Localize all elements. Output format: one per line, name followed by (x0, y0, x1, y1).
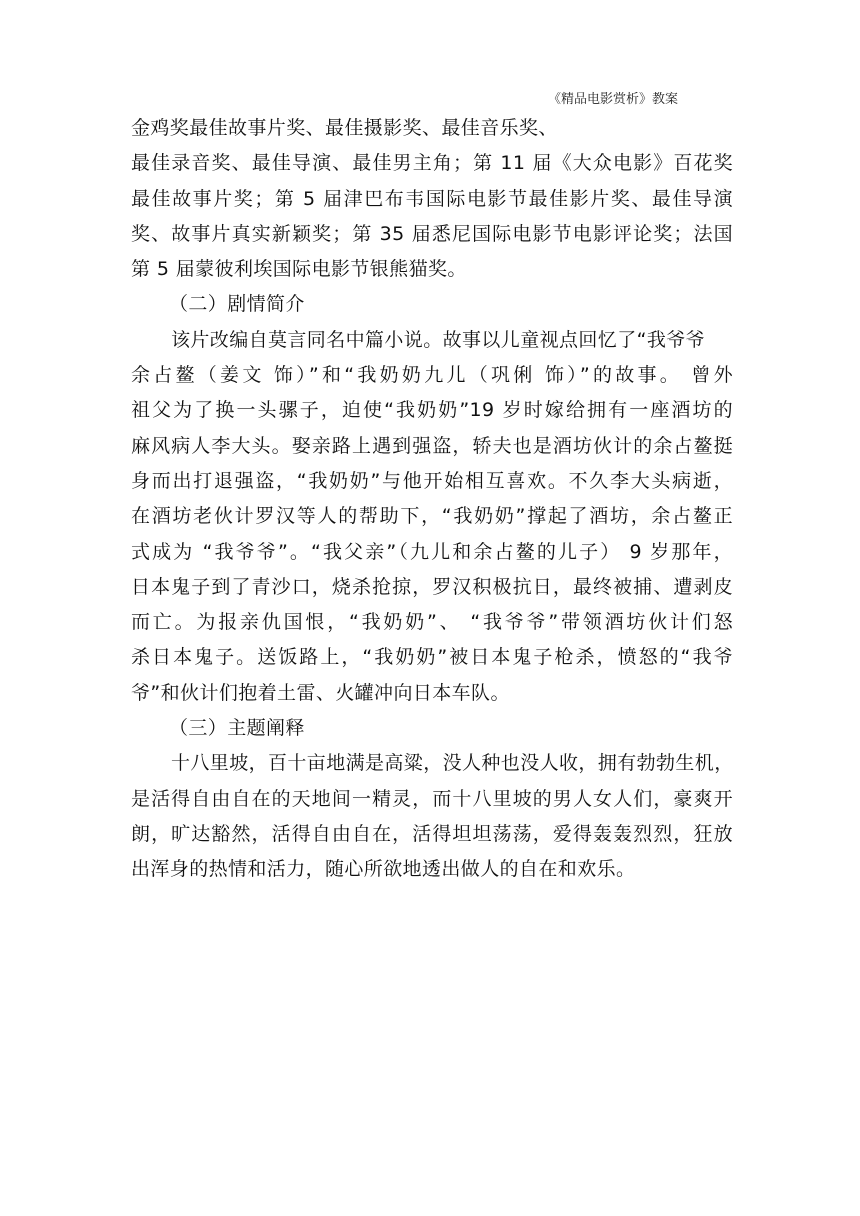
paragraph-line: 麻风病人李大头。娶亲路上遇到强盗，轿夫也是酒坊伙计的余占鳌挺 (131, 434, 733, 457)
section-heading-plot: （二）剧情简介 (169, 293, 305, 316)
running-header: 《精品电影赏析》教案 (548, 92, 679, 107)
paragraph-line: 而亡。为报亲仇国恨，“我奶奶”、 “我爷爷”带领酒坊伙计们怒 (131, 611, 733, 634)
paragraph-line: 第 5 届蒙彼利埃国际电影节银熊猫奖。 (131, 258, 467, 281)
paragraph-line: 身而出打退强盗，“我奶奶”与他开始相互喜欢。不久李大头病逝， (131, 469, 733, 492)
paragraph-line: 朗，旷达豁然，活得自由自在，活得坦坦荡荡，爱得轰轰烈烈，狂放 (131, 822, 733, 845)
paragraph-line: 日本鬼子到了青沙口，烧杀抢掠，罗汉积极抗日，最终被捕、遭剥皮 (131, 575, 733, 598)
paragraph-line: 是活得自由自在的天地间一精灵，而十八里坡的男人女人们，豪爽开 (131, 787, 733, 810)
paragraph-line: 该片改编自莫言同名中篇小说。故事以儿童视点回忆了“我爷爷 (171, 328, 706, 351)
paragraph-line: 余占鳌（姜文 饰）”和“我奶奶九儿（巩俐 饰）”的故事。 曾外 (131, 364, 733, 387)
paragraph-line: 金鸡奖最佳故事片奖、最佳摄影奖、最佳音乐奖、 (131, 117, 558, 139)
section-heading-theme: （三）主题阐释 (169, 717, 305, 740)
paragraph-line: 式成为 “我爷爷”。“我父亲”（九儿和余占鳌的儿子） 9 岁那年， (131, 540, 733, 563)
paragraph-line: 最佳录音奖、最佳导演、最佳男主角；第 11 届《大众电影》百花奖 (131, 152, 733, 175)
document-body (131, 111, 733, 888)
paragraph-line: 祖父为了换一头骡子，迫使“我奶奶”19 岁时嫁给拥有一座酒坊的 (131, 399, 733, 422)
paragraph-line: 出浑身的热情和活力，随心所欲地透出做人的自在和欢乐。 (131, 858, 636, 881)
paragraph-line: 最佳故事片奖；第 5 届津巴布韦国际电影节最佳影片奖、最佳导演 (131, 187, 733, 210)
paragraph-line: 在酒坊老伙计罗汉等人的帮助下，“我奶奶”撑起了酒坊，余占鳌正 (131, 505, 733, 528)
paragraph-line: 十八里坡，百十亩地满是高粱，没人种也没人收，拥有勃勃生机， (171, 752, 734, 775)
paragraph-line: 爷”和伙计们抱着土雷、火罐冲向日本车队。 (131, 681, 510, 704)
paragraph-line: 奖、故事片真实新颖奖；第 35 届悉尼国际电影节电影评论奖；法国 (131, 222, 733, 245)
paragraph-line: 杀日本鬼子。送饭路上，“我奶奶”被日本鬼子枪杀，愤怒的“我爷 (131, 646, 734, 669)
